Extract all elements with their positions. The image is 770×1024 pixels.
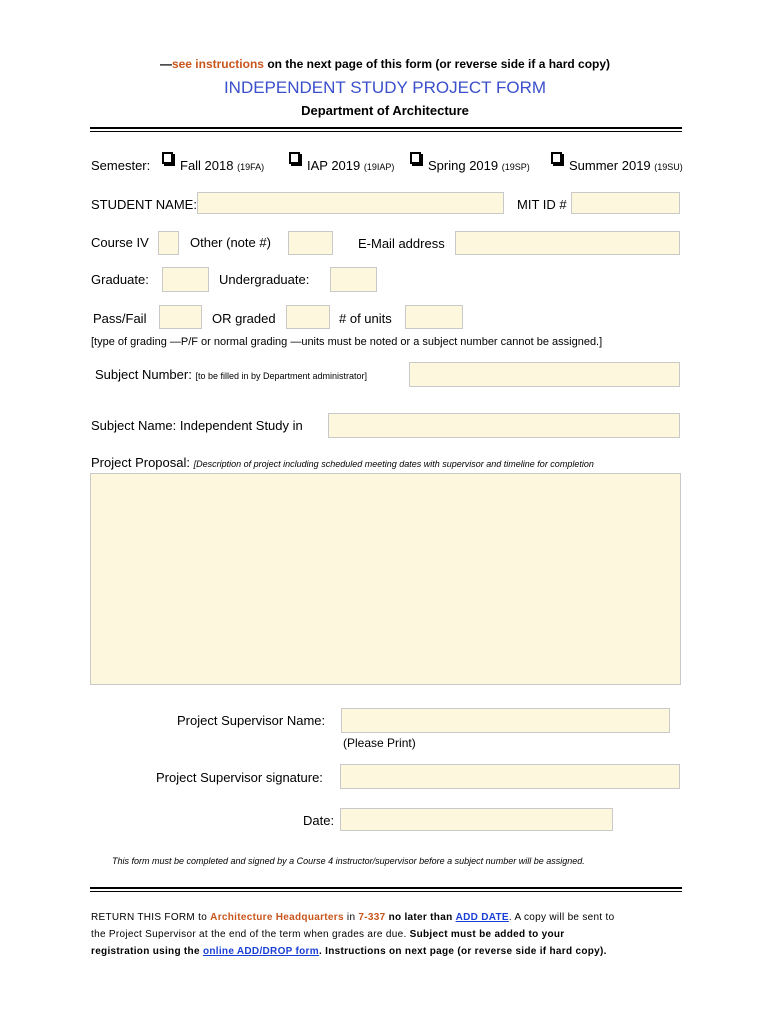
header-rule [90,127,682,132]
mit-id-label: MIT ID # [517,197,567,212]
instructions-rest: on the next page of this form (or reverse side if a hard copy) [267,57,611,71]
department-title: Department of Architecture [301,103,469,118]
pass-fail-label: Pass/Fail [93,311,147,326]
add-date-link[interactable]: ADD DATE [455,912,509,923]
iap-2019-checkbox[interactable] [289,152,300,164]
subject-number-field[interactable] [409,362,680,387]
other-note-label: Other (note #) [190,235,271,250]
or-graded-label: OR graded [212,311,276,326]
iap-2019-label: IAP 2019 (19IAP) [307,158,395,173]
date-label: Date: [303,813,335,828]
summer-2019-checkbox[interactable] [551,152,562,164]
supervisor-name-field[interactable] [341,708,670,733]
subject-name-label: Subject Name: Independent Study in [91,418,303,433]
student-name-label: STUDENT NAME: [91,197,197,212]
room-number: 7-337 [358,912,386,923]
course-iv-label: Course IV [91,235,149,250]
email-field[interactable] [455,231,680,255]
supervisor-signature-field[interactable] [340,764,680,789]
graduate-field[interactable] [162,267,209,292]
or-graded-field[interactable] [286,305,330,329]
undergraduate-label: Undergraduate: [219,272,310,287]
num-units-label: # of units [339,311,392,326]
supervisor-name-label: Project Supervisor Name: [177,713,326,728]
student-name-field[interactable] [197,192,504,214]
completion-note: This form must be completed and signed by a Course 4 instructor/supervisor before a subject number will be assigned. [112,856,585,866]
course-iv-field[interactable] [158,231,179,255]
project-proposal-field[interactable] [90,473,681,685]
form-title: INDEPENDENT STUDY PROJECT FORM [223,78,547,97]
date-field[interactable] [340,808,613,831]
return-line-1: RETURN THIS FORM to Architecture Headquarters in 7-337 no later than ADD DATE. A copy will be sent to [91,912,615,923]
subject-name-field[interactable] [328,413,680,438]
return-instructions [91,909,681,960]
architecture-hq: Architecture Headquarters [210,912,344,923]
spring-2019-label: Spring 2019 (19SP) [428,158,530,173]
return-line-2: the Project Supervisor at the end of the term when grades are due. Subject must be added to your [91,929,565,940]
undergraduate-field[interactable] [330,267,377,292]
other-note-field[interactable] [288,231,333,255]
summer-2019-label: Summer 2019 (19SU) [569,158,683,173]
project-proposal-label: Project Proposal: [Description of project including scheduled meeting dates with supervisor and timeline for completion [91,455,594,470]
fall-2018-label: Fall 2018 (19FA) [180,158,265,173]
dash: — [159,57,172,71]
subject-number-label: Subject Number: [to be filled in by Department administrator] [95,367,368,382]
footer-rule [90,887,682,892]
fall-2018-checkbox[interactable] [162,152,173,164]
num-units-field[interactable] [405,305,463,329]
instructions-line [0,57,770,71]
online-add-drop-link[interactable]: online ADD/DROP form [202,946,319,957]
return-line-3: registration using the online ADD/DROP form. Instructions on next page (or reverse side if hard copy). [91,946,607,957]
semester-label: Semester: [91,158,151,173]
graduate-label: Graduate: [91,272,149,287]
spring-2019-checkbox[interactable] [410,152,421,164]
supervisor-signature-label: Project Supervisor signature: [156,770,323,785]
see-instructions-text: see instructions [171,57,264,71]
grading-note: [type of grading —P/F or normal grading —units must be noted or a subject number cannot be assigned.] [91,336,603,348]
pass-fail-field[interactable] [159,305,202,329]
email-label: E-Mail address [358,236,445,251]
please-print-note: (Please Print) [343,736,416,750]
mit-id-field[interactable] [571,192,680,214]
